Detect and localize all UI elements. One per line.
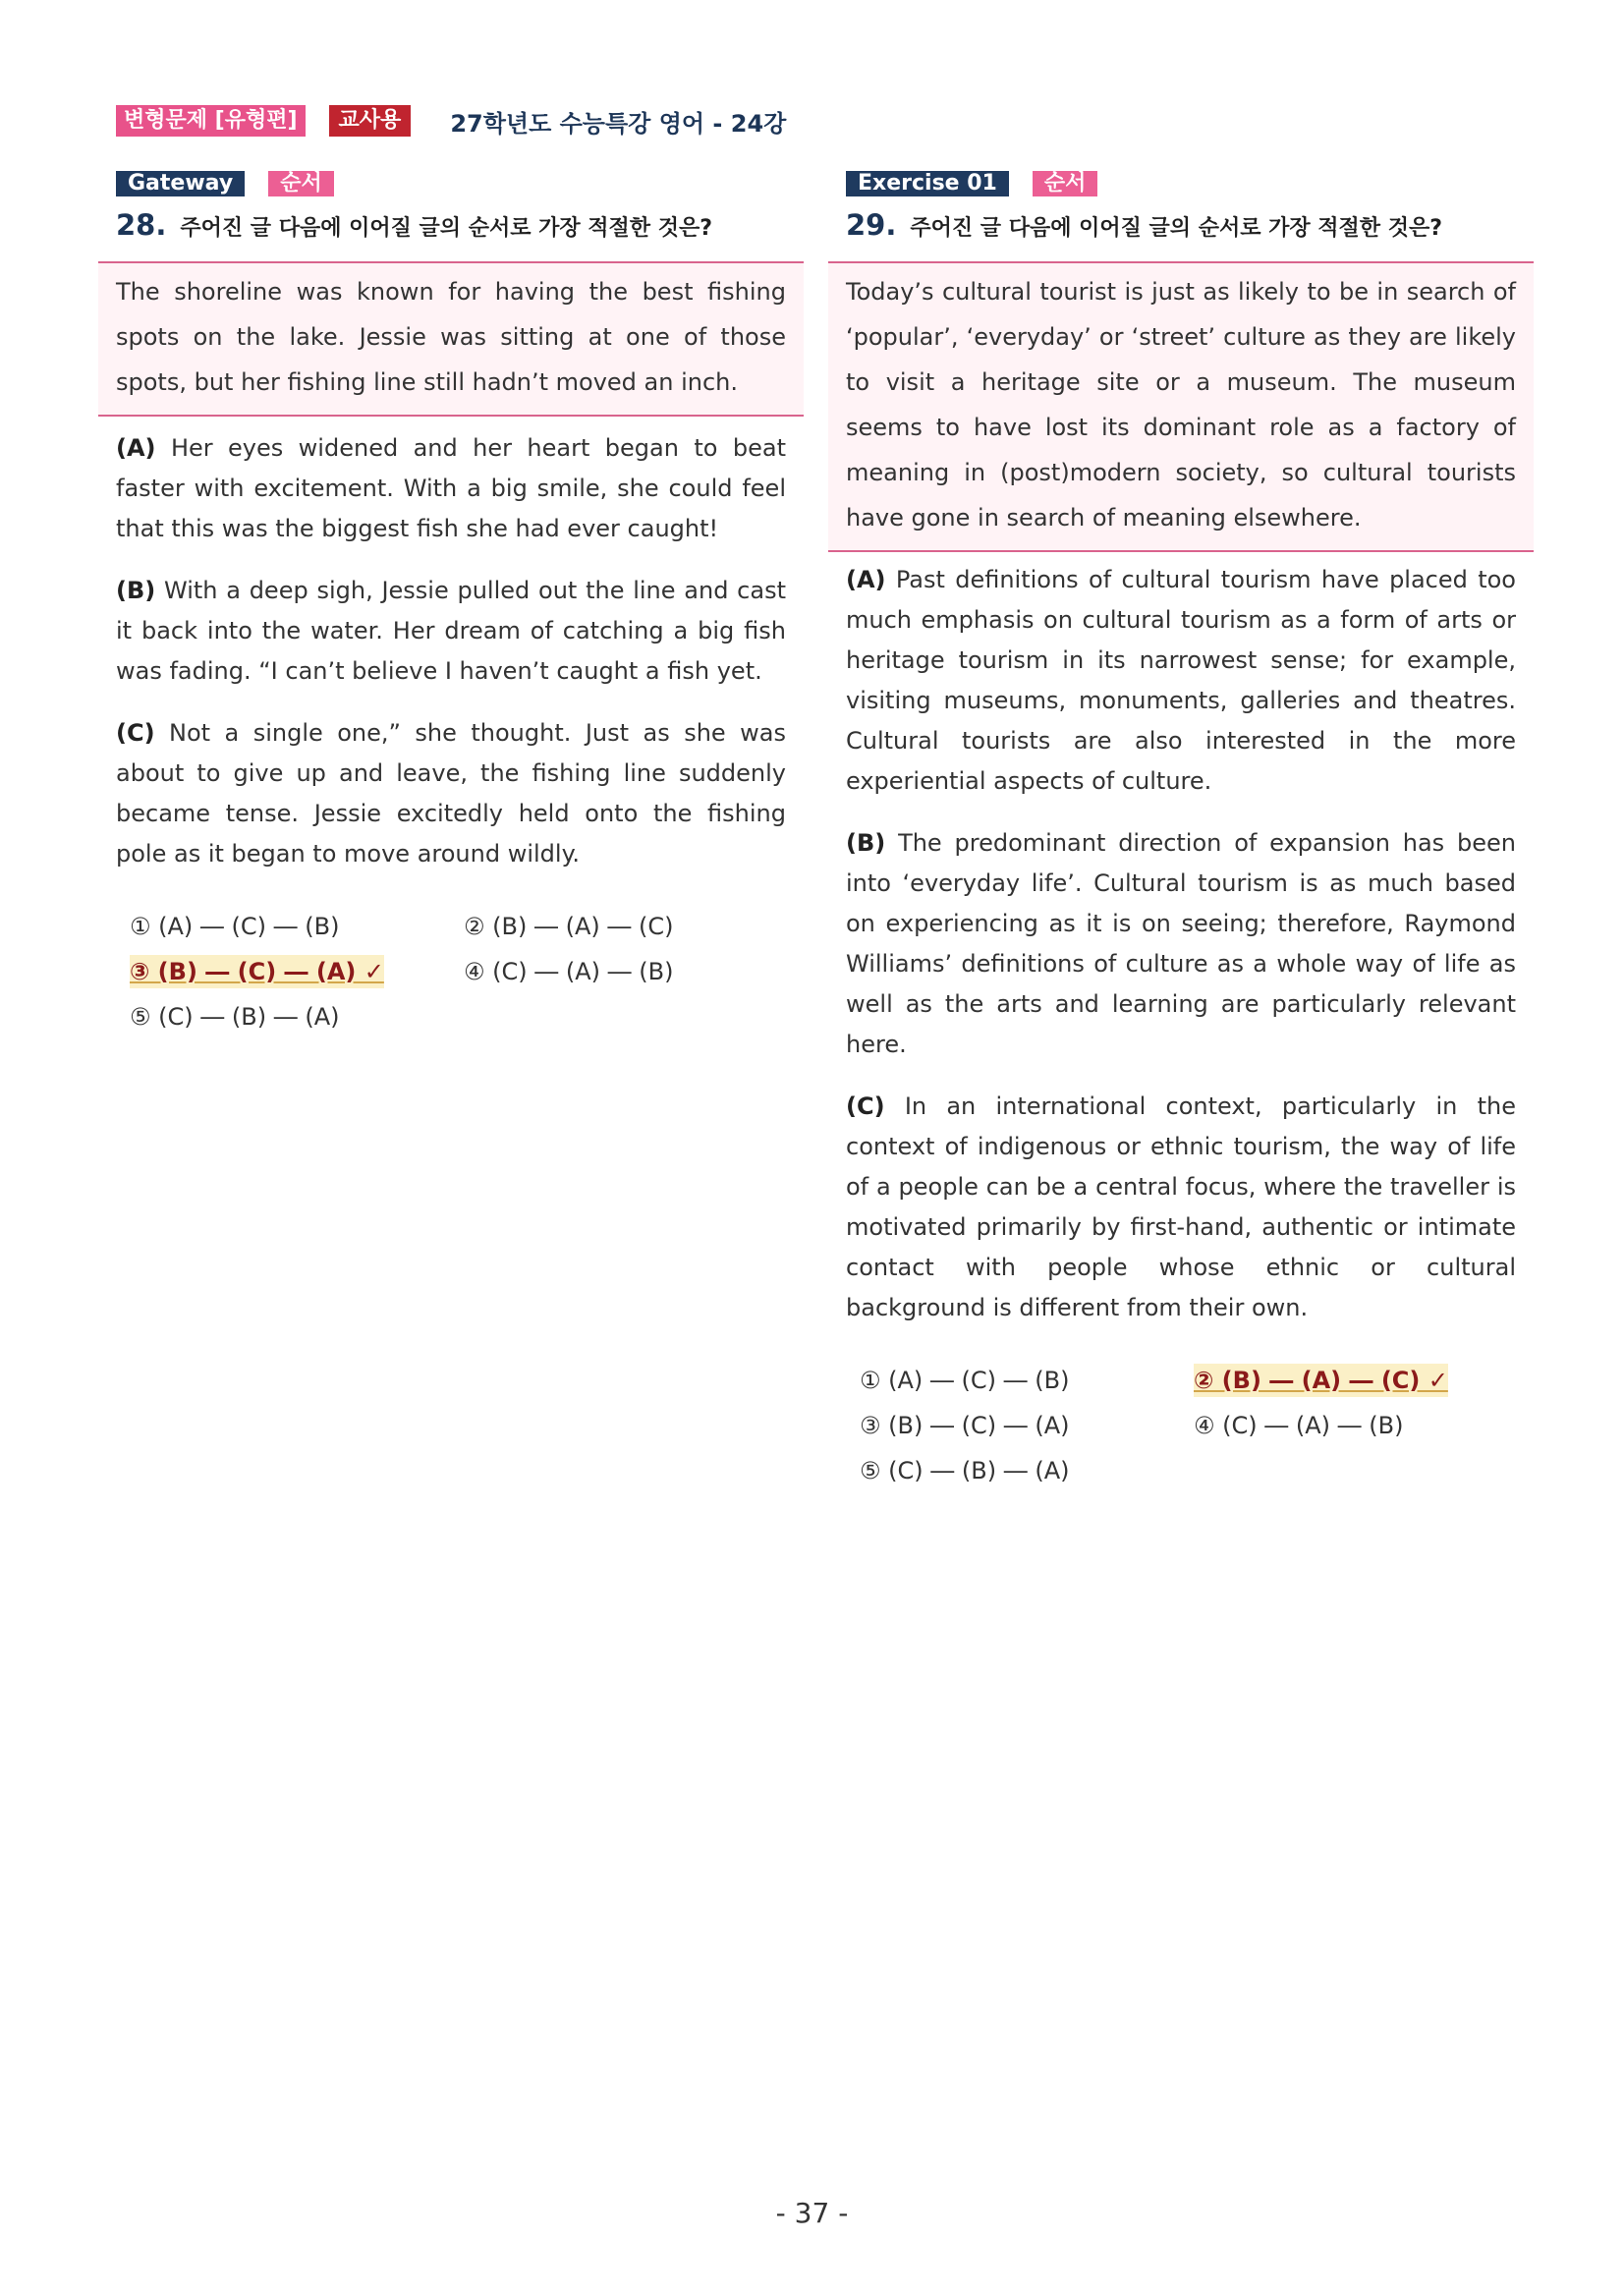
question-28 (98, 171, 804, 1036)
page-header (116, 104, 786, 138)
passage-c-label: (C) (116, 719, 155, 747)
choice-4[interactable]: ④ (C) ― (A) ― (B) (1194, 1412, 1404, 1439)
passage-c (98, 713, 804, 874)
question-number: 28. (116, 208, 167, 242)
passage-c-label: (C) (846, 1092, 885, 1120)
passage-c-text: Not a single one,” she thought. Just as she was about to give up and leave, the fishing line suddenly became tense. Jessie excitedly held onto the fishing pole as it began to move around wildly. (116, 719, 786, 868)
choice-4[interactable]: ④ (C) ― (A) ― (B) (464, 958, 674, 985)
teacher-tag: 교사용 (329, 105, 412, 137)
passage-b-text: With a deep sigh, Jessie pulled out the line and cast it back into the water. Her dream of catching a big fish was fading. “I can’t believe I haven’t caught a fish yet. (116, 577, 786, 685)
page-number: - 37 - (775, 2197, 849, 2229)
given-passage: Today’s cultural tourist is just as likely to be in search of ‘popular’, ‘everyday’ or ‘street’ culture as they are likely to visit a heritage site or a museum. The museum seems to have lost its dominant role as a factory of meaning in (post)modern society, so cultural tourists have gone in search of meaning elsewhere. (828, 261, 1534, 552)
answer-choices (98, 908, 804, 1036)
choice-3-correct[interactable]: ③ (B) ― (C) ― (A) ✓ (130, 955, 384, 988)
question-line (116, 208, 804, 242)
question-text: 주어진 글 다음에 이어질 글의 순서로 가장 적절한 것은? (180, 216, 712, 241)
passage-a (98, 428, 804, 549)
choice-2-correct[interactable]: ② (B) ― (A) ― (C) ✓ (1194, 1364, 1448, 1397)
passage-b (98, 571, 804, 692)
passage-b-label: (B) (116, 577, 156, 604)
passage-a-label: (A) (846, 566, 886, 593)
passage-b-text: The predominant direction of expansion has been into ‘everyday life’. Cultural tourism is as much based on experiencing as it is on seeing; therefore, Raymond Williams’ definitions of culture as a whole way of life as well as the arts and learning are particularly relevant here. (846, 829, 1516, 1058)
choice-2[interactable]: ② (B) ― (A) ― (C) (464, 913, 674, 940)
badge-row (116, 171, 804, 196)
choice-5[interactable]: ⑤ (C) ― (B) ― (A) (860, 1457, 1070, 1484)
choice-1[interactable]: ① (A) ― (C) ― (B) (130, 913, 340, 940)
answer-choices (828, 1362, 1534, 1489)
choice-5[interactable]: ⑤ (C) ― (B) ― (A) (130, 1003, 340, 1031)
type-badge: 순서 (1033, 171, 1098, 196)
type-tag: 변형문제 [유형편] (116, 105, 306, 137)
passage-a-text: Past definitions of cultural tourism have placed too much emphasis on cultural tourism as a form of arts or heritage tourism in its narrowest sense; for example, visiting museums, monuments, galleries and theatres. Cultural tourists are also interested in the more experiential aspects of culture. (846, 566, 1516, 795)
given-passage: The shoreline was known for having the best fishing spots on the lake. Jessie was sitting at one of those spots, but her fishing line still hadn’t moved an inch. (98, 261, 804, 417)
badge-row (846, 171, 1534, 196)
choice-3[interactable]: ③ (B) ― (C) ― (A) (860, 1412, 1070, 1439)
question-number: 29. (846, 208, 897, 242)
question-line (846, 208, 1534, 242)
passage-b-label: (B) (846, 829, 886, 857)
passage-a-text: Her eyes widened and her heart began to beat faster with excitement. With a big smile, she could feel that this was the biggest fish she had ever caught! (116, 434, 786, 542)
page-title: 27학년도 수능특강 영어 - 24강 (450, 109, 787, 138)
passage-a (828, 560, 1534, 802)
choice-1[interactable]: ① (A) ― (C) ― (B) (860, 1367, 1070, 1394)
passage-a-label: (A) (116, 434, 156, 462)
question-29 (828, 171, 1534, 1489)
gateway-badge: Gateway (116, 171, 245, 196)
passage-c (828, 1087, 1534, 1328)
exercise-badge: Exercise 01 (846, 171, 1009, 196)
question-text: 주어진 글 다음에 이어질 글의 순서로 가장 적절한 것은? (910, 216, 1442, 241)
type-badge: 순서 (268, 171, 334, 196)
passage-c-text: In an international context, particularly in the context of indigenous or ethnic tourism, the way of life of a people can be a central focus, where the traveller is motivated primarily by first-hand, authentic or intimate contact with people whose ethnic or cultural background is different from their own. (846, 1092, 1516, 1321)
passage-b (828, 823, 1534, 1065)
